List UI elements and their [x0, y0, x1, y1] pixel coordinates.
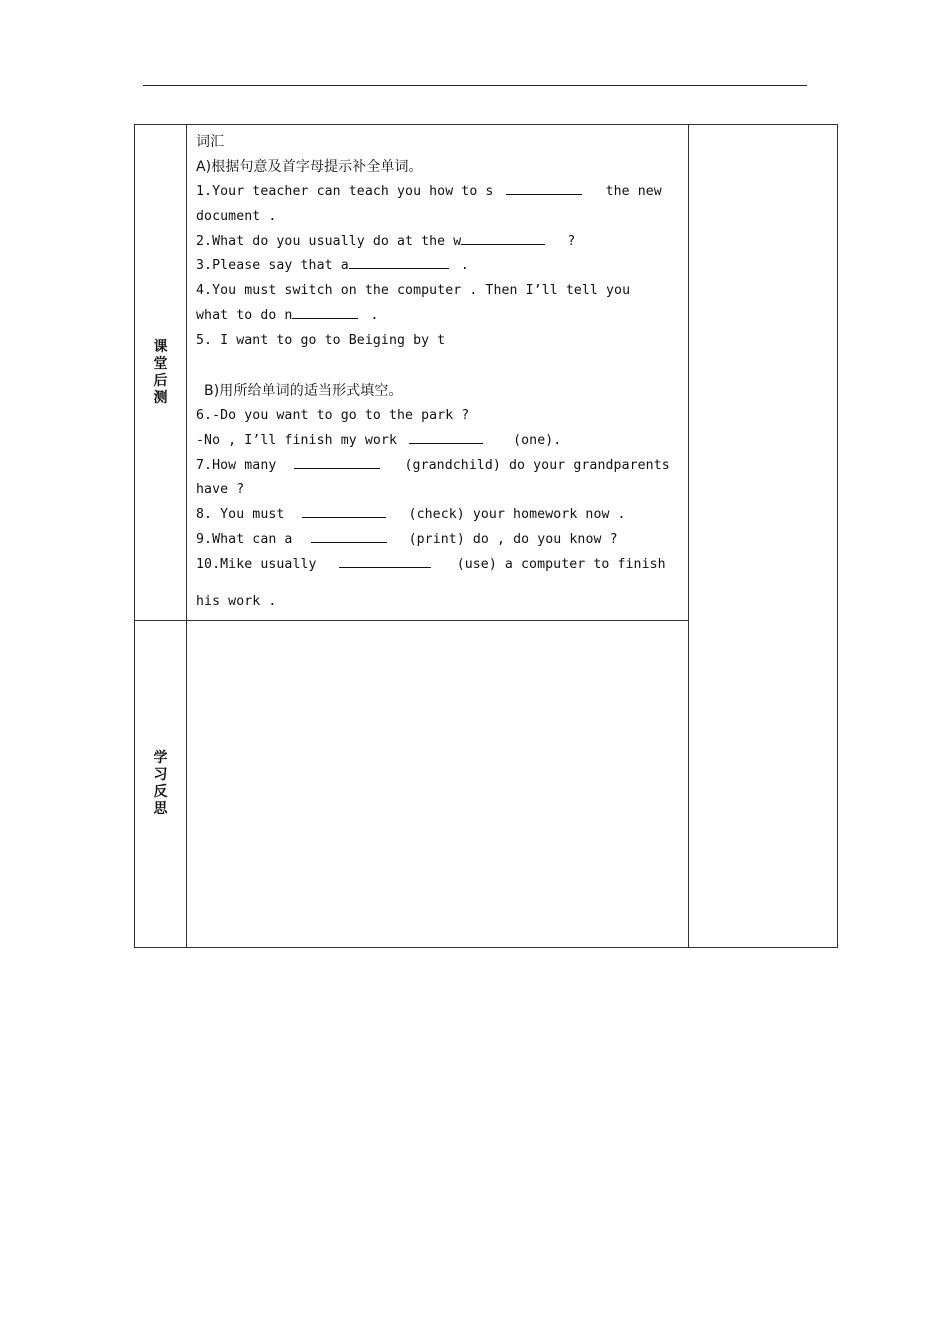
answer-blank-4[interactable] [292, 304, 358, 319]
part-a-title: A)根据句意及首字母提示补全单词。 [196, 158, 423, 175]
vocab-heading: 词汇 [196, 134, 225, 150]
q4-text: what to do n [196, 308, 293, 324]
exercise-cell [187, 125, 689, 621]
answer-blank-8[interactable] [302, 503, 386, 518]
section-label-test: 课堂后测 [153, 338, 168, 406]
q3-text-end: . [460, 258, 469, 274]
answer-blank-3[interactable] [349, 254, 449, 269]
question-1 [196, 180, 680, 205]
q1-text-end: the new [605, 183, 662, 199]
reflection-label-cell [135, 621, 187, 948]
q6-text: -No , I’ll finish my work [196, 432, 397, 448]
q7-text: 7.How many [196, 457, 277, 473]
question-1-cont: document . [196, 208, 277, 224]
exercise-content [187, 125, 688, 615]
question-10-cont: his work . [196, 594, 277, 610]
reflection-area[interactable] [187, 621, 689, 948]
worksheet-table [134, 124, 838, 948]
question-6-cont [196, 429, 680, 454]
answer-blank-1[interactable] [506, 180, 582, 195]
q7-hint: (grandchild) do your grandparents [404, 457, 670, 473]
q9-text: 9.What can a [196, 532, 293, 548]
section-label-reflection: 学习反思 [153, 750, 168, 817]
part-b-title: B)用所给单词的适当形式填空。 [204, 382, 403, 399]
q10-text: 10.Mike usually [196, 557, 317, 573]
q10-hint: (use) a computer to finish [456, 557, 666, 573]
question-4-cont [196, 304, 680, 329]
notes-column [689, 125, 838, 948]
q9-hint: (print) do , do you know ? [408, 532, 618, 548]
question-9 [196, 528, 680, 553]
question-6: 6.-Do you want to go to the park ? [196, 407, 470, 423]
q2-text-end: ? [567, 233, 576, 249]
q2-text: 2.What do you usually do at the w [196, 233, 462, 249]
answer-blank-9[interactable] [311, 528, 387, 543]
test-label-cell [135, 125, 187, 621]
question-2 [196, 230, 680, 255]
q4-text-end: . [370, 308, 379, 324]
question-4: 4.You must switch on the computer . Then I’ll tell you [196, 283, 631, 299]
answer-blank-2[interactable] [461, 230, 545, 245]
answer-blank-10[interactable] [339, 553, 431, 568]
q1-text: 1.Your teacher can teach you how to s [196, 183, 494, 199]
question-7 [196, 454, 680, 479]
answer-blank-7[interactable] [294, 454, 380, 469]
question-7-cont: have ? [196, 482, 245, 498]
q3-text: 3.Please say that a [196, 258, 349, 274]
question-10 [196, 553, 680, 578]
header-rule [143, 85, 807, 86]
q8-text: 8. You must [196, 507, 285, 523]
question-8 [196, 503, 680, 528]
q8-hint: (check) your homework now . [408, 507, 626, 523]
q6-hint: (one). [513, 432, 562, 448]
answer-blank-6[interactable] [409, 429, 483, 444]
question-5: 5. I want to go to Beiging by t [196, 333, 446, 349]
question-3 [196, 254, 680, 279]
